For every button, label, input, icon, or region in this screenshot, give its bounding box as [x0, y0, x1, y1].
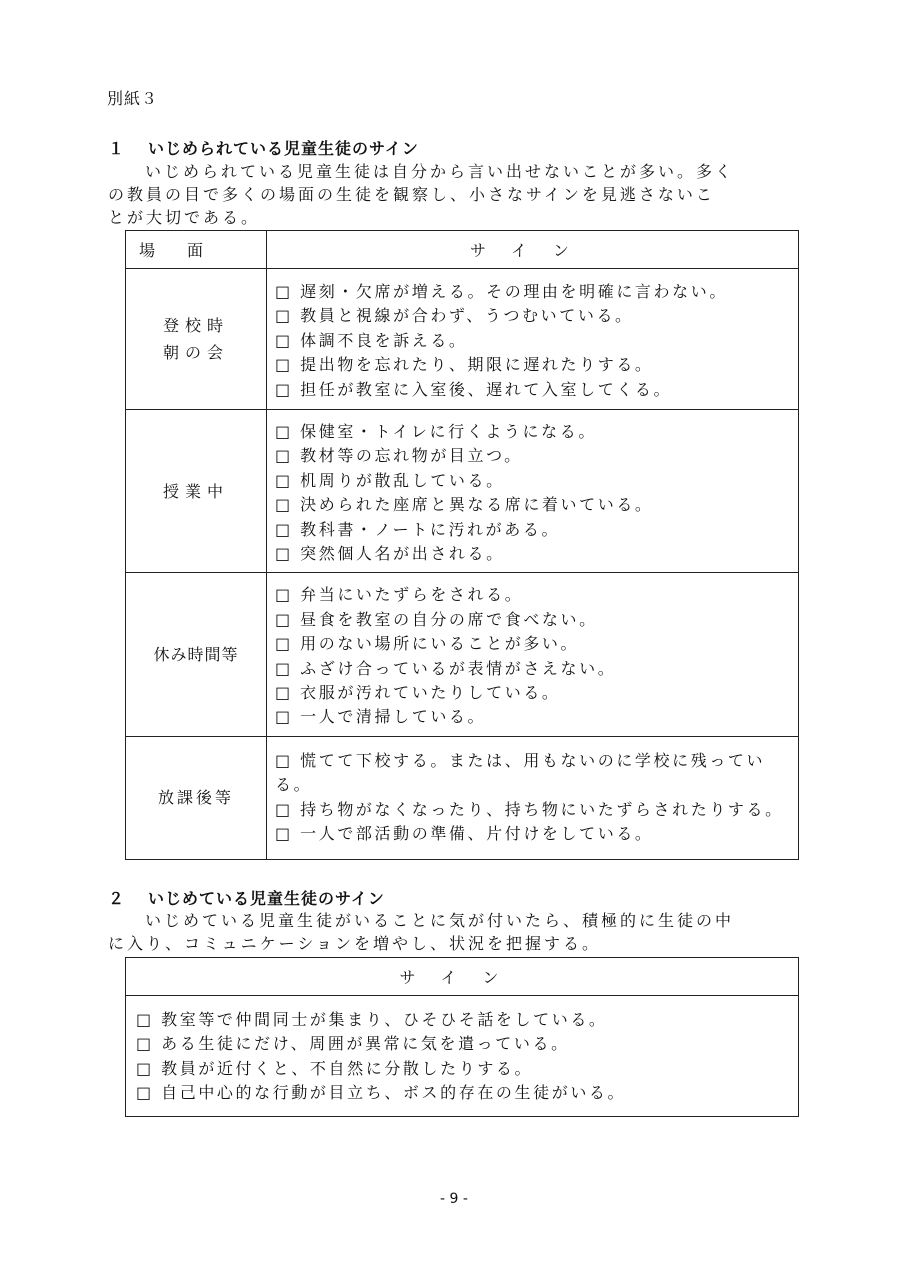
sign-text: 自己中心的な行動が目立ち、ボス的存在の生徒がいる。: [161, 1083, 627, 1103]
sign-item: [275, 444, 792, 468]
checkbox-icon: □: [275, 707, 291, 727]
checkbox-icon: □: [275, 634, 291, 654]
sign-item: [275, 353, 792, 377]
checkbox-icon: □: [275, 422, 291, 441]
sign-item: [275, 608, 792, 632]
section1-intro-line: いじめられている児童生徒は自分から言い出せないことが多い。多く: [126, 162, 735, 181]
sign-list: [275, 749, 792, 847]
sign-item: [275, 304, 792, 328]
section1-heading: [108, 136, 419, 159]
signs-cell: [126, 996, 799, 1117]
sign-item: [275, 681, 792, 705]
sign-text: 弁当にいたずらをされる。: [300, 585, 524, 605]
sign-item: [275, 469, 792, 493]
sign-text: 教員と視線が合わず、うつむいている。: [300, 306, 634, 326]
sign-text: 遅刻・欠席が増える。その理由を明確に言わない。: [300, 281, 728, 301]
checkbox-icon: □: [275, 824, 291, 844]
sign-text: 一人で部活動の準備、片付けをしている。: [300, 824, 654, 844]
sign-item: [275, 280, 792, 304]
signs-cell: [267, 573, 799, 736]
section2-heading: [108, 886, 385, 909]
checkbox-icon: □: [275, 519, 291, 539]
sign-list: [275, 583, 792, 729]
sign-item: [275, 583, 792, 607]
header-scene: 場 面: [126, 231, 267, 269]
table-row: [126, 736, 799, 859]
sign-list: [136, 1008, 792, 1106]
scene-line: 朝の会: [162, 343, 229, 362]
sign-text: 教科書・ノートに汚れがある。: [300, 519, 561, 539]
table-header-row: [126, 958, 799, 996]
scene-cell: [126, 410, 267, 573]
sign-text: 体調不良を訴える。: [300, 330, 468, 350]
sign-text: 教室等で仲間同士が集まり、ひそひそ話をしている。: [161, 1010, 608, 1029]
section2-title: いじめている児童生徒のサイン: [148, 889, 385, 908]
checkbox-icon: □: [275, 306, 291, 326]
sign-text: 一人で清掃している。: [300, 707, 487, 727]
checkbox-icon: □: [275, 544, 291, 564]
checkbox-icon: □: [275, 683, 291, 703]
sign-item: [136, 1032, 792, 1056]
sign-text: 突然個人名が出される。: [300, 544, 505, 564]
sign-text: 提出物を忘れたり、期限に遅れたりする。: [300, 355, 654, 375]
table-row: [126, 573, 799, 736]
sign-item: [275, 420, 792, 444]
table-row: [126, 410, 799, 573]
sign-item: [136, 1081, 792, 1105]
sign-item: [275, 822, 792, 846]
checkbox-icon: □: [275, 355, 291, 375]
sign-item: [136, 1008, 792, 1032]
checkbox-icon: □: [136, 1010, 152, 1029]
section1-intro-line: とが大切である。: [108, 208, 261, 227]
page-label: 別紙３: [107, 89, 159, 108]
bully-signs-table: [125, 957, 799, 1117]
scene-line: 放課後等: [157, 788, 234, 808]
sign-text: 教材等の忘れ物が目立つ。: [300, 446, 523, 466]
sign-list: [275, 420, 792, 566]
checkbox-icon: □: [275, 799, 291, 819]
signs-cell: [267, 269, 799, 410]
section2-intro-line: いじめている児童生徒がいることに気が付いたら、積極的に生徒の中: [126, 911, 735, 930]
header-sign: サイン: [126, 958, 799, 996]
sign-item: [275, 657, 792, 681]
section1-intro: [108, 160, 802, 229]
checkbox-icon: □: [275, 379, 291, 399]
signs-cell: [267, 410, 799, 573]
scene-cell: [126, 573, 267, 736]
section1-intro-line: の教員の目で多くの場面の生徒を観察し、小さなサインを見逃さないこ: [108, 185, 715, 204]
section1-number: １: [108, 139, 126, 158]
checkbox-icon: □: [275, 330, 291, 350]
checkbox-icon: □: [275, 446, 291, 466]
sign-text: 保健室・トイレに行くようになる。: [300, 422, 597, 441]
student-signs-table: [125, 230, 799, 860]
scene-line: 授業中: [162, 481, 229, 501]
sign-text: 教員が近付くと、不自然に分散したりする。: [161, 1058, 534, 1078]
sign-text: 用のない場所にいることが多い。: [300, 634, 580, 654]
checkbox-icon: □: [275, 609, 291, 629]
scene-cell: [126, 736, 267, 859]
scene-line: 登校時: [162, 316, 229, 335]
table-row: [126, 269, 799, 410]
sign-item: [275, 705, 792, 729]
section2-number: ２: [108, 889, 126, 908]
sign-text: 担任が教室に入室後、遅れて入室してくる。: [300, 379, 673, 399]
table-row: [126, 996, 799, 1117]
checkbox-icon: □: [275, 658, 291, 678]
signs-cell: [267, 736, 799, 859]
sign-item: [275, 632, 792, 656]
sign-text: 机周りが散乱している。: [300, 470, 505, 490]
sign-item: [275, 329, 792, 353]
table-header-row: [126, 231, 799, 269]
section2-intro-line: に入り、コミュニケーションを増やし、状況を把握する。: [108, 934, 602, 953]
sign-item: [275, 493, 792, 517]
checkbox-icon: □: [275, 470, 291, 490]
sign-text: ある生徒にだけ、周囲が異常に気を遣っている。: [161, 1034, 570, 1054]
checkbox-icon: □: [275, 751, 291, 771]
checkbox-icon: □: [275, 585, 291, 605]
section2-intro: [108, 909, 802, 955]
sign-text: 持ち物がなくなったり、持ち物にいたずらされたりする。: [300, 799, 784, 819]
section1-title: いじめられている児童生徒のサイン: [148, 139, 419, 158]
sign-text: 決められた座席と異なる席に着いている。: [300, 495, 654, 515]
sign-item: [275, 378, 792, 402]
checkbox-icon: □: [136, 1083, 152, 1103]
header-sign: サイン: [267, 231, 799, 269]
checkbox-icon: □: [136, 1058, 152, 1078]
sign-text: 慌てて下校する。または、用もないのに学校に残っている。: [275, 751, 766, 795]
sign-item: [275, 518, 792, 542]
sign-item: [275, 542, 792, 566]
sign-text: 衣服が汚れていたりしている。: [300, 683, 561, 703]
sign-item: [275, 749, 792, 798]
page-number: - 9 -: [440, 1191, 468, 1207]
sign-item: [275, 798, 792, 822]
sign-text: ふざけ合っているが表情がさえない。: [300, 658, 617, 678]
checkbox-icon: □: [136, 1034, 152, 1054]
sign-text: 昼食を教室の自分の席で食べない。: [300, 609, 598, 629]
checkbox-icon: □: [275, 495, 291, 515]
scene-cell: [126, 269, 267, 410]
sign-list: [275, 280, 792, 402]
checkbox-icon: □: [275, 281, 291, 301]
scene-line: 休み時間等: [153, 645, 239, 665]
sign-item: [136, 1057, 792, 1081]
